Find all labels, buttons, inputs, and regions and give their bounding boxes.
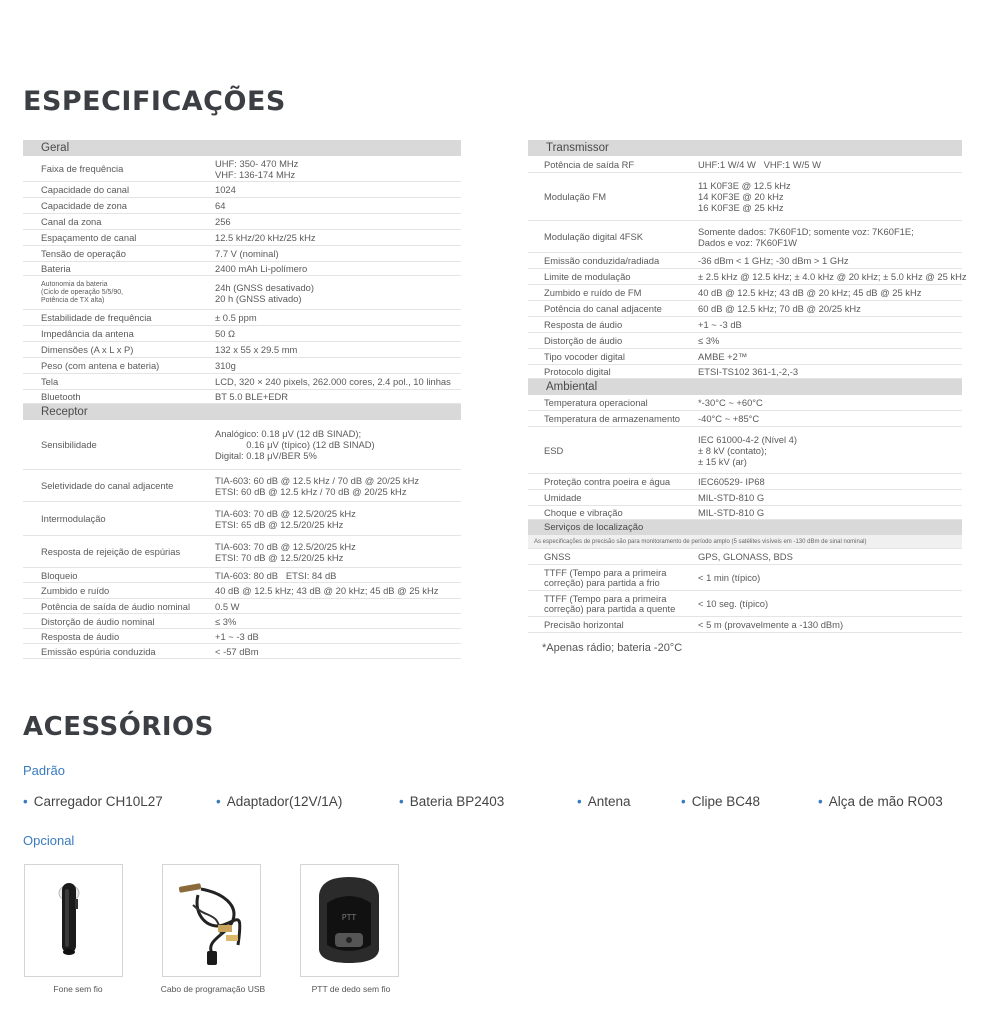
spec-value: [698, 617, 962, 632]
spec-label: Capacidade do canal: [41, 184, 130, 195]
spec-label: Seletividade do canal adjacente: [41, 480, 174, 491]
spec-value-line: LCD, 320 × 240 pixels, 262.000 cores, 2.4 pol., 10 linhas: [215, 376, 451, 387]
spec-row: [23, 246, 461, 262]
spec-label: Canal da zona: [41, 216, 102, 227]
spec-row: [23, 470, 461, 502]
spec-value: [215, 629, 461, 643]
spec-value-line: IEC60529- IP68: [698, 476, 765, 487]
spec-value-line: 12.5 kHz/20 kHz/25 kHz: [215, 232, 316, 243]
spec-value: [215, 276, 461, 309]
spec-label: Peso (com antena e bateria): [41, 360, 160, 371]
spec-value: [698, 269, 967, 284]
spec-value: [698, 565, 962, 590]
spec-value-line: UHF: 350- 470 MHz: [215, 157, 299, 169]
specifications-title: ESPECIFICAÇÕES: [23, 86, 286, 117]
spec-row: [23, 342, 461, 358]
spec-label: Bloqueio: [41, 569, 78, 581]
spec-label: Emissão espúria conduzida: [41, 645, 156, 657]
list-item: • Adaptador(12V/1A): [216, 794, 343, 809]
spec-label: Sensibilidade: [41, 439, 97, 450]
accessories-title: ACESSÓRIOS: [23, 712, 214, 742]
spec-row: [528, 269, 967, 285]
spec-label: Modulação FM: [544, 191, 607, 202]
spec-value: [215, 420, 461, 469]
spec-value-line: 50 Ω: [215, 328, 236, 339]
spec-value-line: 256: [215, 216, 231, 227]
spec-label: Resposta de áudio: [544, 319, 623, 330]
spec-value: [215, 198, 461, 213]
spec-value-line: ETSI: 65 dB @ 12.5/20/25 kHz: [215, 518, 344, 530]
spec-label: Proteção contra poeira e água: [544, 476, 671, 487]
spec-value-line: 64: [215, 200, 226, 211]
spec-value-line: 11 K0F3E @ 12.5 kHz: [698, 180, 791, 191]
list-item: • Alça de mão RO03: [818, 794, 943, 809]
spec-label: Umidade: [544, 492, 582, 503]
spec-row: [23, 182, 461, 198]
spec-value-line: 14 K0F3E @ 20 kHz: [698, 191, 784, 202]
spec-value: [698, 365, 962, 378]
accessory-caption: PTT de dedo sem fio: [311, 984, 391, 994]
spec-label: Tipo vocoder digital: [544, 351, 625, 362]
spec-row: [23, 326, 461, 342]
spec-value-line: ≤ 3%: [698, 335, 720, 346]
spec-value: [698, 395, 962, 410]
spec-label: ESD: [544, 444, 564, 456]
spec-value-line: Dados e voz: 7K60F1W: [698, 236, 798, 248]
list-item: • Carregador CH10L27: [23, 794, 163, 809]
spec-row: [528, 221, 962, 253]
spec-value: [698, 411, 962, 426]
spec-value: [215, 583, 461, 598]
spec-value: [698, 253, 962, 268]
accessory-label: Antena: [587, 794, 631, 809]
spec-value-line: 0.5 W: [215, 600, 240, 612]
spec-value-line: +1 ~ -3 dB: [215, 630, 259, 642]
spec-row: [528, 474, 962, 490]
spec-row: [528, 411, 962, 427]
spec-value: [215, 214, 461, 229]
spec-row: [23, 390, 461, 404]
section-header: Serviços de localização: [528, 520, 962, 535]
spec-row: [528, 549, 962, 565]
spec-value-line: 16 K0F3E @ 25 kHz: [698, 202, 784, 213]
spec-label: Potência de saída RF: [544, 158, 635, 170]
list-item: • Bateria BP2403: [399, 794, 505, 809]
spec-value-line: 24h (GNSS desativado): [215, 281, 315, 293]
spec-row: [23, 536, 461, 568]
spec-value-line: -36 dBm < 1 GHz; -30 dBm > 1 GHz: [698, 255, 849, 266]
spec-value: [698, 333, 962, 348]
spec-value-line: TIA-603: 70 dB @ 12.5/20/25 kHz: [215, 507, 356, 519]
spec-row: [528, 427, 962, 474]
spec-label: Potência do canal adjacente: [544, 303, 662, 314]
list-item: • Clipe BC48: [681, 794, 761, 809]
spec-row: [528, 506, 962, 520]
spec-label: Resposta de rejeição de espúrias: [41, 546, 181, 557]
spec-value-line: < 1 min (típico): [698, 572, 761, 583]
accessory-label: Clipe BC48: [691, 794, 761, 809]
spec-label: Temperatura de armazenamento: [544, 413, 681, 424]
spec-label: Tensão de operação: [41, 248, 126, 259]
accessory-label: Bateria BP2403: [409, 794, 505, 809]
spec-row: [23, 262, 461, 276]
spec-row: [23, 156, 461, 182]
spec-label: Distorção de áudio nominal: [41, 615, 155, 627]
spec-row: [23, 599, 461, 614]
spec-row: [528, 285, 962, 301]
spec-value: [698, 506, 962, 519]
spec-value-line: Digital: 0.18 μV/BER 5%: [215, 450, 317, 461]
spec-row: [23, 198, 461, 214]
spec-row: [23, 420, 461, 470]
spec-row: [23, 358, 461, 374]
bluetooth-earpiece-icon: [25, 865, 122, 976]
spec-row: [528, 365, 962, 379]
spec-value: [215, 599, 461, 613]
standard-accessories-list: [23, 794, 963, 812]
spec-value-line: 7.7 V (nominal): [215, 248, 279, 259]
spec-label: Bluetooth: [41, 391, 81, 402]
spec-value-line: VHF: 136-174 MHz: [215, 168, 296, 180]
spec-value-line: ± 15 kV (ar): [698, 455, 747, 467]
spec-label: Impedância da antena: [41, 328, 134, 339]
spec-value-line: < 5 m (provavelmente a -130 dBm): [698, 619, 844, 630]
spec-value-line: 20 h (GNSS ativado): [215, 292, 302, 304]
spec-value-line: < 10 seg. (típico): [698, 598, 769, 609]
spec-label: Faixa de frequência: [41, 163, 124, 174]
spec-label: Zumbido e ruído de FM: [544, 287, 642, 298]
spec-value-line: MIL-STD-810 G: [698, 507, 765, 518]
spec-value: [215, 342, 461, 357]
spec-row: [23, 276, 461, 310]
spec-value-line: ETSI-TS102 361-1,-2,-3: [698, 366, 799, 377]
spec-row: [23, 374, 461, 390]
spec-row: [528, 591, 962, 617]
spec-value-line: +1 ~ -3 dB: [698, 319, 742, 330]
spec-value: [215, 326, 461, 341]
spec-label: Intermodulação: [41, 513, 106, 524]
spec-label: Limite de modulação: [544, 271, 631, 282]
spec-row: [23, 230, 461, 246]
accessory-label: Adaptador(12V/1A): [226, 794, 343, 809]
spec-label: Modulação digital 4FSK: [544, 231, 644, 242]
spec-row: [23, 614, 461, 629]
list-item: • Antena: [577, 794, 631, 809]
spec-label: Emissão conduzida/radiada: [544, 255, 660, 266]
spec-value: [698, 427, 962, 473]
spec-value: [215, 390, 461, 403]
spec-value-line: -40°C ~ +85°C: [698, 413, 760, 424]
spec-value: [215, 310, 461, 325]
spec-row: [528, 395, 962, 411]
spec-value-line: Somente dados: 7K60F1D; somente voz: 7K60F1E;: [698, 225, 914, 237]
spec-value-line: UHF:1 W/4 W VHF:1 W/5 W: [698, 158, 821, 170]
spec-value: [698, 349, 962, 364]
spec-row: [23, 629, 461, 644]
spec-value: [698, 490, 962, 505]
spec-row: [23, 568, 461, 583]
spec-value-line: ETSI: 60 dB @ 12.5 kHz / 70 dB @ 20/25 kHz: [215, 485, 407, 497]
spec-value-line: ± 0.5 ppm: [215, 312, 257, 323]
svg-text:PTT: PTT: [341, 913, 357, 922]
spec-value-line: MIL-STD-810 G: [698, 492, 765, 503]
spec-value-line: 2400 mAh Li-polímero: [215, 263, 308, 274]
finger-ptt-icon: [301, 865, 398, 976]
spec-label: Espaçamento de canal: [41, 232, 137, 243]
spec-value: [215, 246, 461, 261]
spec-label: GNSS: [544, 551, 571, 562]
spec-row: [528, 490, 962, 506]
spec-value-line: 132 x 55 x 29.5 mm: [215, 344, 298, 355]
spec-value-line: TIA-603: 80 dB ETSI: 84 dB: [215, 569, 337, 581]
spec-value: [215, 156, 461, 181]
spec-value-line: 40 dB @ 12.5 kHz; 43 dB @ 20 kHz; 45 dB @ 25 kHz: [215, 585, 439, 596]
spec-value-line: ± 2.5 kHz @ 12.5 kHz; ± 4.0 kHz @ 20 kHz; ± 5.0 kHz @ 25 kHz: [698, 271, 967, 282]
spec-label: Dimensões (A x L x P): [41, 344, 134, 355]
spec-value: [698, 173, 962, 220]
spec-value: [215, 374, 461, 389]
spec-value-line: AMBE +2™: [698, 351, 748, 362]
usb-cable-card: [162, 864, 261, 977]
spec-row: [528, 253, 962, 269]
spec-row: [528, 173, 962, 221]
spec-label: Choque e vibração: [544, 507, 623, 518]
spec-value-line: 60 dB @ 12.5 kHz; 70 dB @ 20/25 kHz: [698, 303, 861, 314]
spec-value-line: Analógico: 0.18 μV (12 dB SINAD);: [215, 428, 362, 439]
spec-value: [698, 549, 962, 564]
section-header: Geral: [23, 140, 461, 156]
spec-value: [215, 182, 461, 197]
spec-value-line: 1024: [215, 184, 236, 195]
accessory-label: Carregador CH10L27: [33, 794, 163, 809]
accessory-label: Alça de mão RO03: [828, 794, 943, 809]
section-header: Receptor: [23, 404, 461, 420]
spec-value: [698, 156, 962, 172]
finger-ptt-card: [300, 864, 399, 977]
spec-row: [528, 617, 962, 633]
spec-value-line: < -57 dBm: [215, 645, 259, 657]
spec-value-line: GPS, GLONASS, BDS: [698, 551, 793, 562]
spec-row: [23, 214, 461, 230]
accessory-caption: Cabo de programação USB: [160, 984, 266, 994]
spec-label: Temperatura operacional: [544, 397, 648, 408]
spec-value: [698, 317, 962, 332]
spec-label: Zumbido e ruído: [41, 585, 110, 596]
section-header: Transmissor: [528, 140, 962, 156]
spec-label: Potência de saída de áudio nominal: [41, 600, 191, 612]
spec-value-line: 310g: [215, 360, 236, 371]
spec-value: [215, 502, 461, 535]
spec-row: [528, 565, 962, 591]
spec-label: Estabilidade de frequência: [41, 312, 152, 323]
spec-value-line: TIA-603: 70 dB @ 12.5/20/25 kHz: [215, 540, 356, 552]
spec-value-line: BT 5.0 BLE+EDR: [215, 391, 289, 402]
spec-value-line: 0.16 μV (típico) (12 dB SINAD): [215, 439, 375, 450]
spec-row: [528, 317, 962, 333]
spec-value-line: ≤ 3%: [215, 615, 237, 627]
specs-right-column: [528, 140, 967, 654]
spec-value: [215, 644, 461, 658]
spec-value-line: TIA-603: 60 dB @ 12.5 kHz / 70 dB @ 20/25 kHz: [215, 474, 420, 486]
spec-value-line: ETSI: 70 dB @ 12.5/20/25 kHz: [215, 551, 344, 563]
spec-row: [23, 502, 461, 536]
spec-value: [215, 358, 461, 373]
spec-label: Protocolo digital: [544, 366, 611, 377]
spec-label: Autonomia da bateria (Ciclo de operação 5/5/90, Potência de TX alta): [41, 280, 124, 304]
spec-value: [215, 614, 461, 628]
spec-row: [528, 333, 962, 349]
spec-row: [528, 156, 962, 173]
spec-value: [215, 568, 461, 582]
accessory-caption: Fone sem fio: [53, 984, 103, 994]
spec-value: [698, 285, 962, 300]
optional-accessories-label: Opcional: [23, 833, 75, 848]
spec-label: Bateria: [41, 263, 71, 274]
spec-value-line: 40 dB @ 12.5 kHz; 43 dB @ 20 kHz; 45 dB @ 25 kHz: [698, 287, 922, 298]
earpiece-card: [24, 864, 123, 977]
spec-label: TTFF (Tempo para a primeira correção) para partida a quente: [544, 592, 676, 614]
spec-value: [698, 474, 962, 489]
spec-label: Tela: [41, 376, 59, 387]
spec-label: Resposta de áudio: [41, 630, 120, 642]
spec-value: [698, 591, 962, 616]
spec-value: [698, 221, 962, 252]
spec-value: [215, 470, 461, 501]
spec-row: [528, 301, 962, 317]
spec-row: [23, 310, 461, 326]
spec-value: [215, 230, 461, 245]
spec-label: TTFF (Tempo para a primeira correção) para partida a frio: [544, 566, 667, 588]
spec-row: [23, 583, 461, 599]
spec-row: [23, 644, 461, 659]
accuracy-note: As especificações de precisão são para monitoramento de período amplo (5 satélites visíveis em -130 dBm de sinal nominal): [528, 535, 962, 549]
section-header: Ambiental: [528, 379, 962, 395]
spec-row: [528, 349, 962, 365]
spec-label: Precisão horizontal: [544, 619, 624, 630]
spec-value: [698, 301, 962, 316]
standard-accessories-label: Padrão: [23, 763, 65, 778]
spec-value-line: *-30°C ~ +60°C: [698, 397, 763, 408]
spec-value-line: ± 8 kV (contato);: [698, 444, 767, 456]
usb-programming-cable-icon: [163, 865, 260, 976]
specs-left-column: [23, 140, 461, 659]
spec-label: Distorção de áudio: [544, 335, 623, 346]
footnote: *Apenas rádio; bateria -20°C: [542, 642, 683, 654]
spec-label: Capacidade de zona: [41, 200, 128, 211]
spec-value: [215, 262, 461, 275]
spec-value: [215, 536, 461, 567]
spec-value-line: IEC 61000-4-2 (Nível 4): [698, 433, 798, 445]
